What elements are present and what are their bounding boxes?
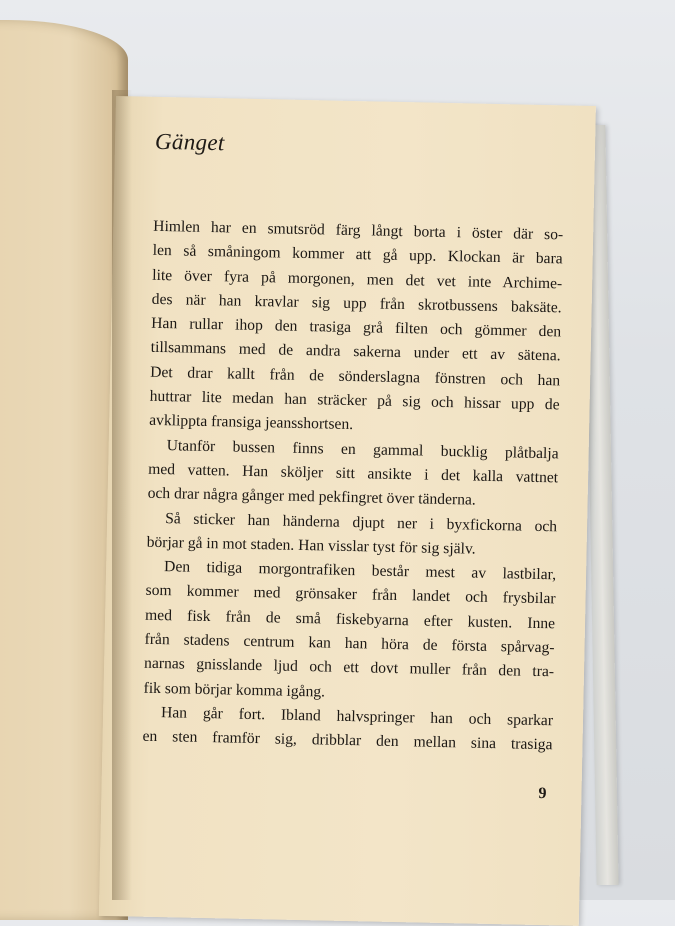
- text-line: len så småningom kommer att gå upp. Klockan är bara: [152, 242, 563, 268]
- text-line: Så sticker han händerna djupt ner i byxfickorna och: [164, 509, 558, 535]
- text-line: från stadens centrum kan han höra de första spårvag-: [144, 630, 555, 657]
- spine-shadow: [112, 90, 132, 900]
- text-line: med vatten. Han sköljer sitt ansikte i det kalla vattnet: [148, 460, 559, 487]
- text-line: des när han kravlar sig upp från skrotbussens baksäte.: [151, 290, 562, 317]
- text-line: Han går fort. Ibland halvspringer han och sparkar: [160, 704, 554, 730]
- chapter-title: Gänget: [154, 128, 225, 156]
- text-line: Den tidiga morgontrafiken består mest av lastbilar,: [163, 558, 557, 584]
- text-line: med fisk från de små fiskebyarna efter kusten. Inne: [144, 606, 556, 633]
- page-number: 9: [538, 785, 547, 803]
- body-text: [142, 215, 563, 758]
- text-line: som kommer med grönsaker från landet och frysbilar: [145, 582, 556, 608]
- text-line: och drar några gånger med pekfingret över tänderna.: [147, 485, 476, 509]
- text-line: huttrar lite medan han sträcker på sig och hissar upp de: [149, 387, 560, 414]
- text-line: tillsammans med de andra sakerna under ett av sätena.: [150, 339, 561, 365]
- text-line: fik som börjar komma igång.: [143, 679, 326, 701]
- text-line: lite över fyra på morgonen, men det vet inte Archime-: [152, 266, 563, 292]
- text-line: Det drar kallt från de sönderslagna fönstren och han: [150, 363, 561, 390]
- text-line: börjar gå in mot staden. Han visslar tyst för sig själv.: [146, 533, 476, 558]
- text-line: en sten framför sig, dribblar den mellan sina trasiga: [142, 727, 553, 754]
- text-line: narnas gnisslande ljud och ett dovt muller från den tra-: [143, 655, 555, 681]
- right-book-page: [99, 96, 596, 926]
- text-line: Han rullar ihop den trasiga grå filten och gömmer den: [151, 314, 562, 341]
- text-line: Utanför bussen finns en gammal bucklig plåtbalja: [166, 436, 559, 463]
- text-line: Himlen har en smutsröd färg långt borta i öster där so-: [153, 217, 564, 244]
- text-line: avklippta fransiga jeansshortsen.: [149, 412, 354, 434]
